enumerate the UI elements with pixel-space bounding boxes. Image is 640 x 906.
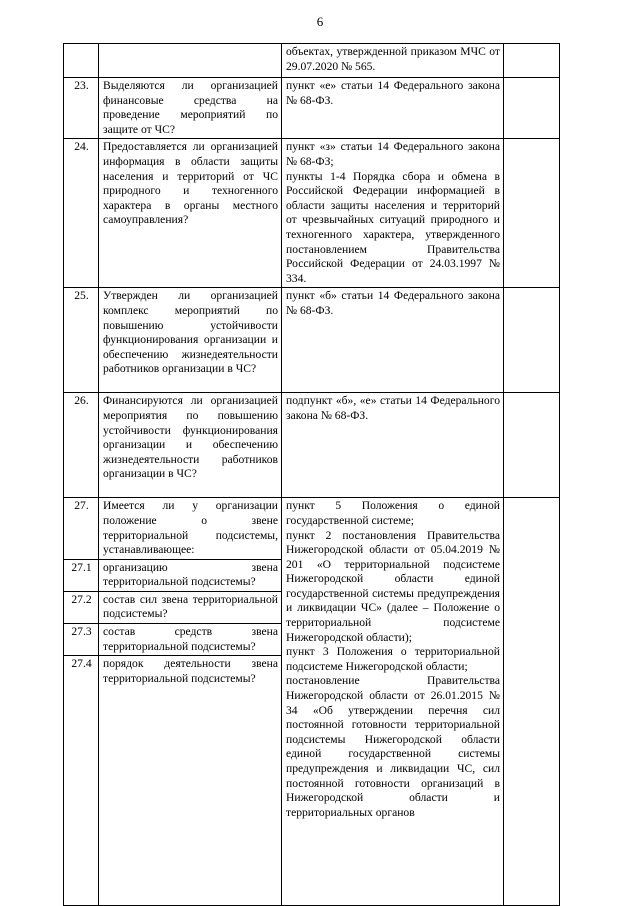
question-cell xyxy=(99,591,282,623)
row-number-cell: 24. xyxy=(64,139,99,288)
row-number-cell: 25. xyxy=(64,288,99,393)
basis-text: пункт 2 постановления Правительства Нижегородской области от 05.04.2019 № 201 «О территориальной подсистеме Нижегородской области единой государственной системы предупреждения и ликвидации ЧС» (далее – Положение о территориальной подсистеме Нижегородской области); xyxy=(286,528,500,644)
question-text: Выделяются ли организацией финансовые средства на проведение мероприятий по защите от ЧС? xyxy=(103,79,278,136)
question-text: Утвержден ли организацией комплекс мероприятий по повышению устойчивости функционирования организации и обеспечению жизнедеятельности работников организации в ЧС? xyxy=(103,289,278,376)
row-number-cell: 27.2 xyxy=(64,591,99,623)
table-row xyxy=(64,78,560,139)
answer-cell xyxy=(504,44,560,78)
row-number-cell xyxy=(64,44,99,78)
table-row xyxy=(64,393,560,498)
row-number-cell: 27.4 xyxy=(64,656,99,906)
basis-text: пункт «з» статьи 14 Федерального закона № 68-ФЗ; xyxy=(286,140,500,168)
question-text: Предоставляется ли организацией информация в области защиты населения и территорий от ЧС природного и техногенного характера в органы местного самоуправления? xyxy=(103,140,278,227)
row-number-cell: 23. xyxy=(64,78,99,139)
row-number-cell: 27.1 xyxy=(64,559,99,591)
question-cell xyxy=(99,656,282,906)
question-text: Имеется ли у организации положение о звене территориальной подсистемы, устанавливающее: xyxy=(103,499,278,557)
answer-cell xyxy=(504,78,560,139)
legal-basis-cell xyxy=(282,393,504,498)
basis-text: пункт «б» статьи 14 Федерального закона № 68-ФЗ. xyxy=(286,289,500,317)
legal-basis-cell xyxy=(282,44,504,78)
question-text: организацию звена территориальной подсистемы? xyxy=(103,560,278,589)
basis-text: пункт 5 Положения о единой государственной системе; xyxy=(286,499,500,527)
question-text: состав сил звена территориальной подсистемы? xyxy=(103,592,278,621)
question-cell xyxy=(99,44,282,78)
question-cell xyxy=(99,624,282,656)
basis-text: пункт «е» статьи 14 Федерального закона № 68-ФЗ. xyxy=(286,79,500,107)
basis-text: постановление Правительства Нижегородской области от 26.01.2015 № 34 «Об утверждении перечня сил постоянной готовности территориальной подсистемы Нижегородской области единой государственной системы предупреждения и ликвидации ЧС, сил постоянной готовности организаций в Нижегородской области и территориальных органов xyxy=(286,674,500,819)
legal-basis-cell xyxy=(282,288,504,393)
table-row xyxy=(64,498,560,559)
question-text: порядок деятельности звена территориальной подсистемы? xyxy=(103,657,278,685)
basis-text: подпункт «б», «е» статьи 14 Федерального закона № 68-ФЗ. xyxy=(286,394,500,422)
basis-text: объектах, утвержденной приказом МЧС от 29.07.2020 № 565. xyxy=(286,45,500,73)
basis-text: пункт 3 Положения о территориальной подсистеме Нижегородской области; xyxy=(286,645,500,673)
question-cell xyxy=(99,498,282,559)
page-number: 6 xyxy=(316,14,324,29)
row-number-cell: 27. xyxy=(64,498,99,559)
basis-text: пункты 1-4 Порядка сбора и обмена в Российской Федерации информацией в области защиты населения и территорий от чрезвычайных ситуаций природного и техногенного характера, утвержденного постановлением Правительства Российской Федерации от 24.03.1997 № 334. xyxy=(286,169,500,285)
legal-basis-cell xyxy=(282,78,504,139)
legal-basis-cell xyxy=(282,498,504,906)
answer-cell xyxy=(504,288,560,393)
question-text: состав средств звена территориальной подсистемы? xyxy=(103,625,278,653)
row-number-cell: 27.3 xyxy=(64,624,99,656)
legal-basis-cell xyxy=(282,139,504,288)
question-cell xyxy=(99,559,282,591)
checklist-table xyxy=(63,43,560,906)
table-row xyxy=(64,139,560,288)
table-row xyxy=(64,288,560,393)
question-cell xyxy=(99,139,282,288)
question-text: Финансируются ли организацией мероприятия по повышению устойчивости функционирования организации и обеспечению жизнедеятельности работников организации в ЧС? xyxy=(103,394,278,481)
answer-cell xyxy=(504,139,560,288)
answer-cell xyxy=(504,393,560,498)
row-number-cell: 26. xyxy=(64,393,99,498)
question-cell xyxy=(99,288,282,393)
question-cell xyxy=(99,393,282,498)
answer-cell xyxy=(504,498,560,906)
table-row xyxy=(64,44,560,78)
question-cell xyxy=(99,78,282,139)
